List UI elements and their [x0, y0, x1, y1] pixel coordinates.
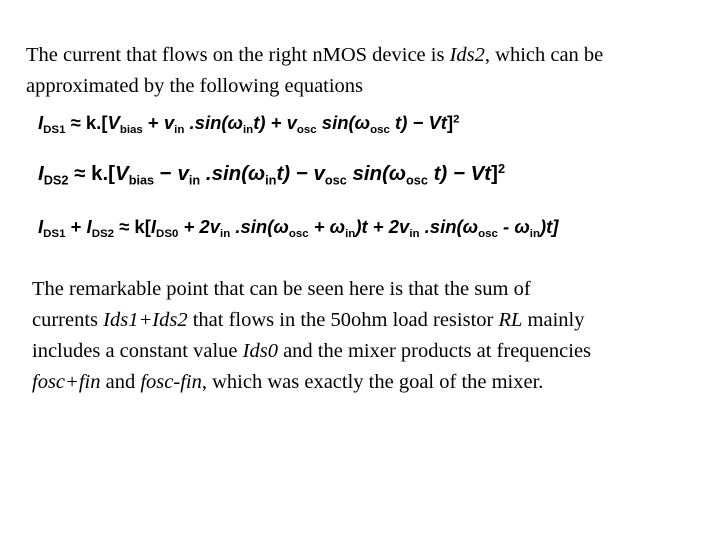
eq2-vosc-sub: osc — [324, 172, 347, 188]
conclusion-paragraph — [32, 274, 591, 398]
eq3-mid3: - ω — [497, 216, 530, 237]
equation-ids1 — [38, 112, 460, 136]
eq3-term1-sub: in — [220, 228, 231, 240]
conclusion-text: and — [100, 371, 141, 393]
conclusion-text: , which was exactly the goal of the mixer. — [201, 371, 544, 393]
eq2-op: − — [154, 162, 178, 185]
eq2-vin-sub: in — [188, 172, 201, 188]
eq3-mid1: + ω — [308, 216, 346, 237]
conclusion-text: includes a constant value — [32, 340, 243, 362]
eq1-lhs-sub: DS1 — [43, 124, 66, 136]
eq2-w2-sub: osc — [406, 172, 428, 188]
conclusion-text: and the mixer products at frequencies — [277, 340, 592, 362]
eq3-approx: ≈ k[ — [114, 216, 151, 237]
conclusion-text: mainly — [522, 309, 585, 331]
eq3-w3-sub: osc — [478, 228, 498, 240]
eq2-vbias: V — [115, 162, 129, 185]
eq2-vin: v — [177, 162, 189, 185]
eq2-approx: ≈ k.[ — [68, 162, 115, 185]
eq3-w4-sub: in — [529, 228, 540, 240]
eq2-t1: t) − — [276, 162, 314, 185]
equation-sum — [38, 216, 559, 240]
eq2-lhs: I — [38, 162, 44, 185]
eq2-vbias-sub: bias — [128, 172, 155, 188]
eq1-sin1: .sin(ω — [184, 112, 243, 133]
eq3-ids1: I — [38, 216, 44, 237]
eq1-op: + — [142, 112, 164, 133]
eq2-exp: 2 — [497, 161, 506, 177]
eq3-ids0-sub: DS0 — [156, 228, 179, 240]
eq1-vin-sub: in — [174, 124, 185, 136]
ids-sum-term: Ids1+Ids2 — [103, 309, 188, 331]
ids0-term: Ids0 — [242, 340, 278, 362]
rl-term: RL — [498, 309, 523, 331]
eq3-ids2-sub: DS2 — [91, 228, 114, 240]
eq3-ids2: I — [86, 216, 92, 237]
intro-text-cont: , which can be — [484, 44, 604, 66]
ids2-term: Ids2 — [449, 44, 485, 66]
eq2-lhs-sub: DS2 — [43, 172, 69, 188]
eq1-vosc: v — [286, 112, 297, 133]
eq1-close: ] — [446, 112, 454, 133]
equation-ids2 — [38, 161, 506, 188]
eq1-vosc-sub: osc — [296, 124, 317, 136]
eq1-approx: ≈ k.[ — [65, 112, 108, 133]
eq1-w1-sub: in — [242, 124, 254, 136]
conclusion-text: that flows in the 50ohm load resistor — [187, 309, 499, 331]
eq2-vosc: v — [313, 162, 325, 185]
eq1-t2: t) − — [389, 112, 429, 133]
fosc-minus-fin-term: fosc-fin — [140, 371, 202, 393]
eq1-lhs: I — [38, 112, 44, 133]
eq1-vbias-sub: bias — [119, 124, 143, 136]
eq1-vbias: V — [107, 112, 120, 133]
intro-text: The current that flows on the right nMOS device is — [26, 44, 450, 66]
eq1-t1: t) + — [253, 112, 287, 133]
intro-paragraph — [26, 40, 603, 102]
eq3-ids1-sub: DS1 — [43, 228, 66, 240]
conclusion-text: currents — [32, 309, 104, 331]
eq3-w2-sub: in — [345, 228, 356, 240]
fosc-plus-fin-term: fosc+fin — [32, 371, 101, 393]
intro-line2: approximated by the following equations — [26, 75, 364, 97]
eq1-vt: Vt — [428, 112, 447, 133]
eq2-sin2: sin(ω — [346, 162, 407, 185]
eq3-ids0: I — [150, 216, 157, 237]
eq2-t2: t) − — [427, 162, 471, 185]
eq2-close: ] — [491, 162, 498, 185]
eq3-term1: + 2v — [178, 216, 221, 237]
eq3-term2-sub: in — [409, 228, 420, 240]
eq2-vt: Vt — [470, 162, 492, 185]
eq3-w1-sub: osc — [288, 228, 309, 240]
conclusion-line1: The remarkable point that can be seen here is that the sum of — [32, 278, 531, 300]
eq1-exp: 2 — [453, 113, 460, 126]
eq1-sin2: sin(ω — [316, 112, 371, 133]
eq1-w2-sub: osc — [370, 124, 390, 136]
eq3-sin2: .sin(ω — [419, 216, 479, 237]
eq3-end: )t] — [539, 216, 559, 237]
eq2-sin1: .sin(ω — [200, 162, 266, 185]
eq3-plus: + — [65, 216, 87, 237]
eq3-sin1: .sin(ω — [230, 216, 289, 237]
eq2-w1-sub: in — [265, 172, 277, 188]
eq1-vin: v — [163, 112, 175, 133]
eq3-mid2: )t + 2v — [355, 216, 410, 237]
